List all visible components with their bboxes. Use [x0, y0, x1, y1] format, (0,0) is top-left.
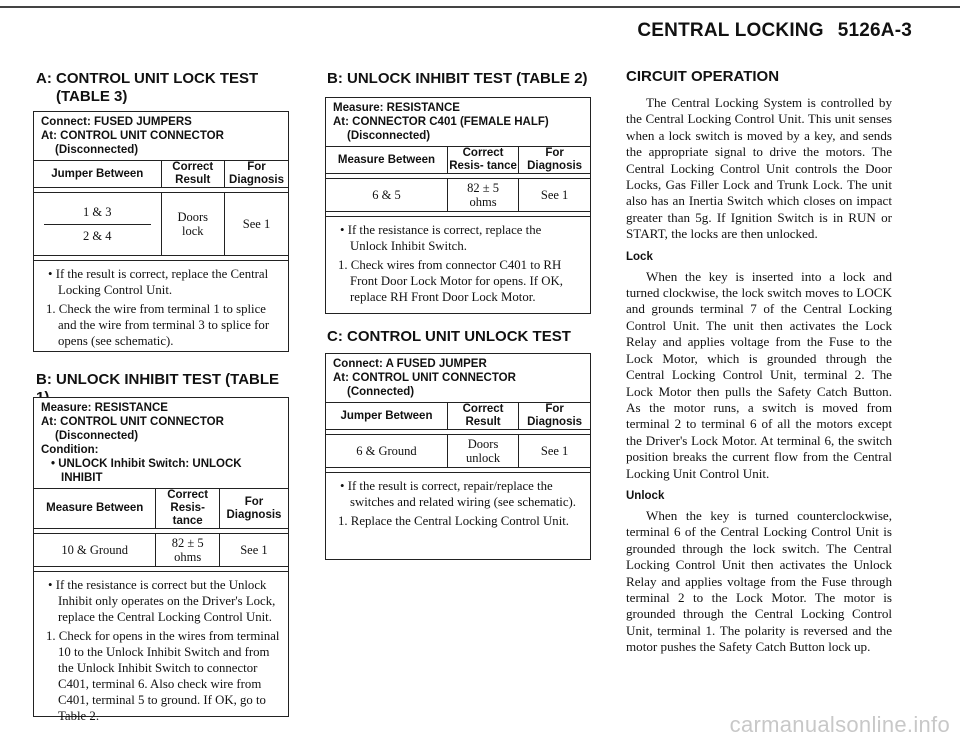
notes [326, 216, 590, 311]
result-cell: Doors lock [161, 193, 225, 256]
bullet-note: • If the resistance is correct but the Unlock Inhibit only operates on the Driver's Lock, replace the Central Locking Control Unit. [48, 578, 276, 624]
notes [34, 571, 288, 730]
conditions: Measure: RESISTANCE At: CONTROL UNIT CONNECTOR (Disconnected) Condition: • UNLOCK Inhibit Switch: UNLOCK INHIBIT [41, 402, 242, 484]
col-header-jumper: Jumper Between [34, 161, 161, 188]
table-row: 1 & 3 [83, 205, 112, 219]
bullet-note: • If the result is correct, replace the Central Locking Control Unit. [48, 267, 269, 297]
col-header-jumper: Jumper Between [326, 403, 447, 430]
col-header-measure: Measure Between [326, 147, 447, 174]
table-row: 2 & 4 [83, 229, 112, 243]
divider [44, 224, 151, 225]
section-c-title: C: CONTROL UNIT UNLOCK TEST [327, 328, 571, 345]
bullet-note: • If the resistance is correct, replace the Unlock Inhibit Switch. [340, 223, 542, 253]
right-column [626, 68, 892, 656]
section-c-heading [327, 328, 589, 346]
conditions: Measure: RESISTANCE At: CONNECTOR C401 (FEMALE HALF) (Disconnected) [333, 102, 549, 142]
lock-paragraph: When the key is inserted into a lock and turned clockwise, the lock switch moves to LOCK and grounds terminal 7 of the Central Locking Control Unit. The unit then activates the Lock Relay and applies voltage from the Fuse to the Lock Motor, which is grounded through the Central Locking Control Unit, terminal 2. The Lock Motor then pulls the Safety Catch Button. As the motor runs, a switch is moved from terminal 2 to terminal 6 of all the motors except the Driver's Lock Motor. At terminal 6, the switch position breaks the current flow from the Central Locking Unit Control Unit. [626, 268, 892, 481]
step-1: 1. Check for opens in the wires from terminal 10 to the Unlock Inhibit Switch and from the Unlock Inhibit Switch to connector C401, terminal 6. Also check wire from C401, terminal 5 to ground. If OK, go to Table 2. [46, 629, 280, 723]
section-a-title: A: CONTROL UNIT LOCK TEST (TABLE 3) [36, 70, 259, 105]
col-header-resistance: Correct Resis- tance [449, 147, 517, 172]
test-box-b2 [325, 97, 591, 314]
step-1: 1. Check wires from connector C401 to RH Front Door Lock Motor for opens. If OK, replace RH Front Door Lock Motor. [338, 258, 563, 304]
test-table [34, 160, 288, 256]
diagnosis-cell: See 1 [225, 193, 289, 256]
test-box-b1 [33, 397, 289, 723]
notes [34, 260, 288, 355]
step-1: 1. Replace the Central Locking Control Unit. [338, 514, 569, 528]
section-b2-heading [327, 70, 589, 88]
unlock-paragraph: When the key is turned counterclockwise, terminal 6 of the Central Locking Control Unit is grounded through the lock switch. The Central Locking Control Unit then activates the Unlock Relay and applies voltage from the Fuse through terminal 2 to the Lock Motor. The motor is grounded through the Central Locking Control Unit, terminal 1. The polarity is reversed and the motor pushes the Safety Catch Button lock up. [626, 507, 892, 655]
bullet-note: • If the result is correct, repair/replace the switches and related wiring (see schematic). [340, 479, 576, 509]
section-title: CENTRAL LOCKING [637, 20, 824, 41]
test-table [34, 488, 288, 567]
unlock-heading: Unlock [626, 489, 665, 502]
table-row: 6 & 5 82 ± 5 ohms See 1 [326, 179, 590, 212]
section-b2-title: B: UNLOCK INHIBIT TEST (TABLE 2) [327, 70, 588, 87]
test-table [326, 146, 590, 212]
circuit-operation-title: CIRCUIT OPERATION [626, 68, 780, 85]
intro-paragraph: The Central Locking System is controlled by the Central Locking Control Unit. This unit senses when a lock switch is moved by a key, and sends the appropriate signal to drive the motors. The Central Locking Control Unit controls the Door Locks, Gas Filler Lock and Trunk Lock. The unit also has an Inertia Switch which closes on impact greater than 5g. If Ignition Switch is in RUN or START, the locks are then unlocked. [626, 95, 892, 242]
col-header-diagnosis: For Diagnosis [225, 161, 289, 188]
table-row: 6 & Ground Doors unlock See 1 [326, 435, 590, 468]
notes [326, 472, 590, 535]
conditions: Connect: A FUSED JUMPER At: CONTROL UNIT CONNECTOR (Connected) [333, 358, 516, 398]
top-rule [0, 6, 960, 8]
page-number: 5126A-3 [837, 20, 912, 41]
col-header-resistance: Correct Resis- tance [156, 489, 220, 529]
page-header [637, 20, 912, 42]
test-box-a [33, 111, 289, 352]
col-header-diagnosis: For Diagnosis [519, 147, 590, 174]
jumper-cell [34, 193, 161, 256]
test-table [326, 402, 590, 468]
table-row: 10 & Ground 82 ± 5 ohms See 1 [34, 534, 288, 567]
col-header-diagnosis: For Diagnosis [219, 489, 288, 529]
test-box-c [325, 353, 591, 560]
col-header-result: Correct Result [161, 161, 225, 188]
left-column [36, 70, 288, 106]
col-header-result: Correct Result [447, 403, 518, 430]
conditions: Connect: FUSED JUMPERS At: CONTROL UNIT CONNECTOR (Disconnected) [41, 116, 224, 156]
section-b1-title: B: UNLOCK INHIBIT TEST (TABLE [36, 371, 280, 388]
col-header-measure: Measure Between [34, 489, 156, 529]
step-1: 1. Check the wire from terminal 1 to splice and the wire from terminal 3 to splice for opens (see schematic). [46, 302, 270, 348]
watermark: carmanualsonline.info [729, 712, 950, 737]
col-header-diagnosis: For Diagnosis [519, 403, 590, 430]
lock-heading: Lock [626, 250, 653, 263]
